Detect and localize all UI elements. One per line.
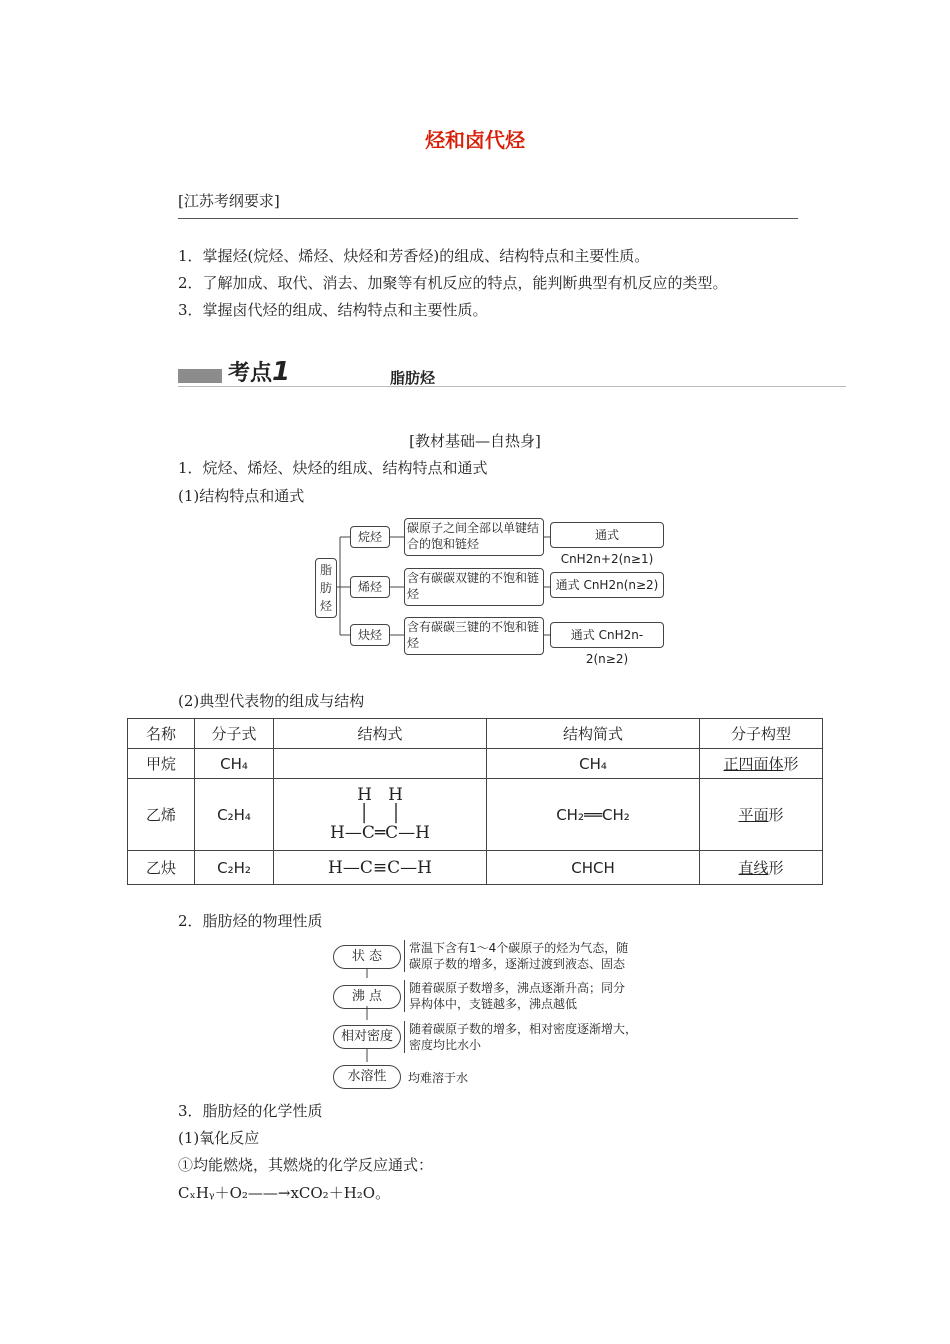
table-row [128, 779, 823, 851]
cell-simple: CH₂══CH₂ [487, 779, 700, 851]
heading-3-1-a: ①均能燃烧，其燃烧的化学反应通式： [178, 1156, 434, 1174]
density-text: 随着碳原子数的增多，相对密度逐渐增大， 密度均比水小 [404, 1021, 647, 1053]
alkane-formula: 通式 CnH2n+2(n≥1) [550, 522, 664, 548]
heading-1: 1．烷烃、烯烃、炔烃的组成、结构特点和通式 [178, 459, 488, 477]
cell-structure [274, 779, 487, 851]
density-oval: 相对密度 [333, 1025, 401, 1049]
solubility-oval: 水溶性 [333, 1065, 401, 1089]
table-header: 结构式 [274, 719, 487, 749]
cell-shape: 正四面体形 [700, 749, 823, 779]
heading-2: 2．脂肪烃的物理性质 [178, 912, 323, 930]
alkyne-desc: 含有碳碳三键的不饱和链烃 [404, 617, 544, 655]
cell-shape: 直线形 [700, 851, 823, 885]
representatives-table [127, 718, 823, 885]
cell-simple: CHCH [487, 851, 700, 885]
heading-1-1: (1)结构特点和通式 [178, 487, 305, 505]
cell-shape: 平面形 [700, 779, 823, 851]
root-box: 脂肪烃 [315, 558, 337, 618]
alkene-box: 烯烃 [350, 576, 390, 598]
section-label: 考点1 [228, 357, 291, 387]
state-oval: 状 态 [333, 945, 401, 969]
cell-name: 乙炔 [128, 851, 195, 885]
section-rule [178, 386, 846, 387]
state-text: 常温下含有1～4个碳原子的烃为气态，随 碳原子数的增多，逐渐过渡到液态、固态 [404, 940, 647, 972]
table-row [128, 749, 823, 779]
ethylene-chain: H—C═C—H [330, 823, 430, 843]
table-header-row [128, 719, 823, 749]
requirement-item: 1．掌握烃(烷烃、烯烃、炔烃和芳香烃)的组成、结构特点和主要性质。 [178, 247, 650, 265]
cell-name: 甲烷 [128, 749, 195, 779]
alkane-box: 烷烃 [350, 526, 390, 548]
alkene-desc: 含有碳碳双键的不饱和链烃 [404, 568, 544, 606]
cell-formula: C₂H₄ [195, 779, 274, 851]
boiling-oval: 沸 点 [333, 985, 401, 1009]
heading-1-2: (2)典型代表物的组成与结构 [178, 692, 365, 710]
solubility-text: 均难溶于水 [408, 1071, 469, 1085]
combustion-equation: CₓHᵧ＋O₂——→xCO₂＋H₂O。 [178, 1184, 391, 1202]
cell-simple: CH₄ [487, 749, 700, 779]
alkyne-box: 炔烃 [350, 624, 390, 646]
cell-structure [274, 749, 487, 779]
page-title: 烃和卤代烃 [425, 128, 525, 152]
cell-formula: CH₄ [195, 749, 274, 779]
cell-formula: C₂H₂ [195, 851, 274, 885]
heading-3: 3．脂肪烃的化学性质 [178, 1102, 323, 1120]
cell-structure: H—C≡C—H [274, 851, 487, 885]
divider [178, 218, 798, 219]
cell-name: 乙烯 [128, 779, 195, 851]
ethylene-top-h: H H [357, 785, 403, 805]
section-title: 脂肪烃 [390, 369, 436, 387]
ethylene-bonds: │ │ [358, 804, 402, 824]
alkane-desc: 碳原子之间全部以单键结合的饱和链烃 [404, 518, 544, 556]
table-row [128, 851, 823, 885]
alkyne-formula: 通式 CnH2n-2(n≥2) [550, 622, 664, 648]
alkene-formula: 通式 CnH2n(n≥2) [550, 572, 664, 598]
requirement-item: 2．了解加成、取代、消去、加聚等有机反应的特点，能判断典型有机反应的类型。 [178, 274, 728, 292]
requirements-header: [江苏考纲要求] [178, 192, 280, 210]
section-bar [178, 369, 222, 383]
basics-header: [教材基础—自热身] [409, 432, 541, 450]
table-header: 分子式 [195, 719, 274, 749]
table-header: 结构简式 [487, 719, 700, 749]
heading-3-1: (1)氧化反应 [178, 1129, 260, 1147]
table-header: 名称 [128, 719, 195, 749]
table-header: 分子构型 [700, 719, 823, 749]
requirement-item: 3．掌握卤代烃的组成、结构特点和主要性质。 [178, 301, 488, 319]
boiling-text: 随着碳原子数增多，沸点逐渐升高；同分 异构体中，支链越多，沸点越低 [404, 980, 647, 1012]
